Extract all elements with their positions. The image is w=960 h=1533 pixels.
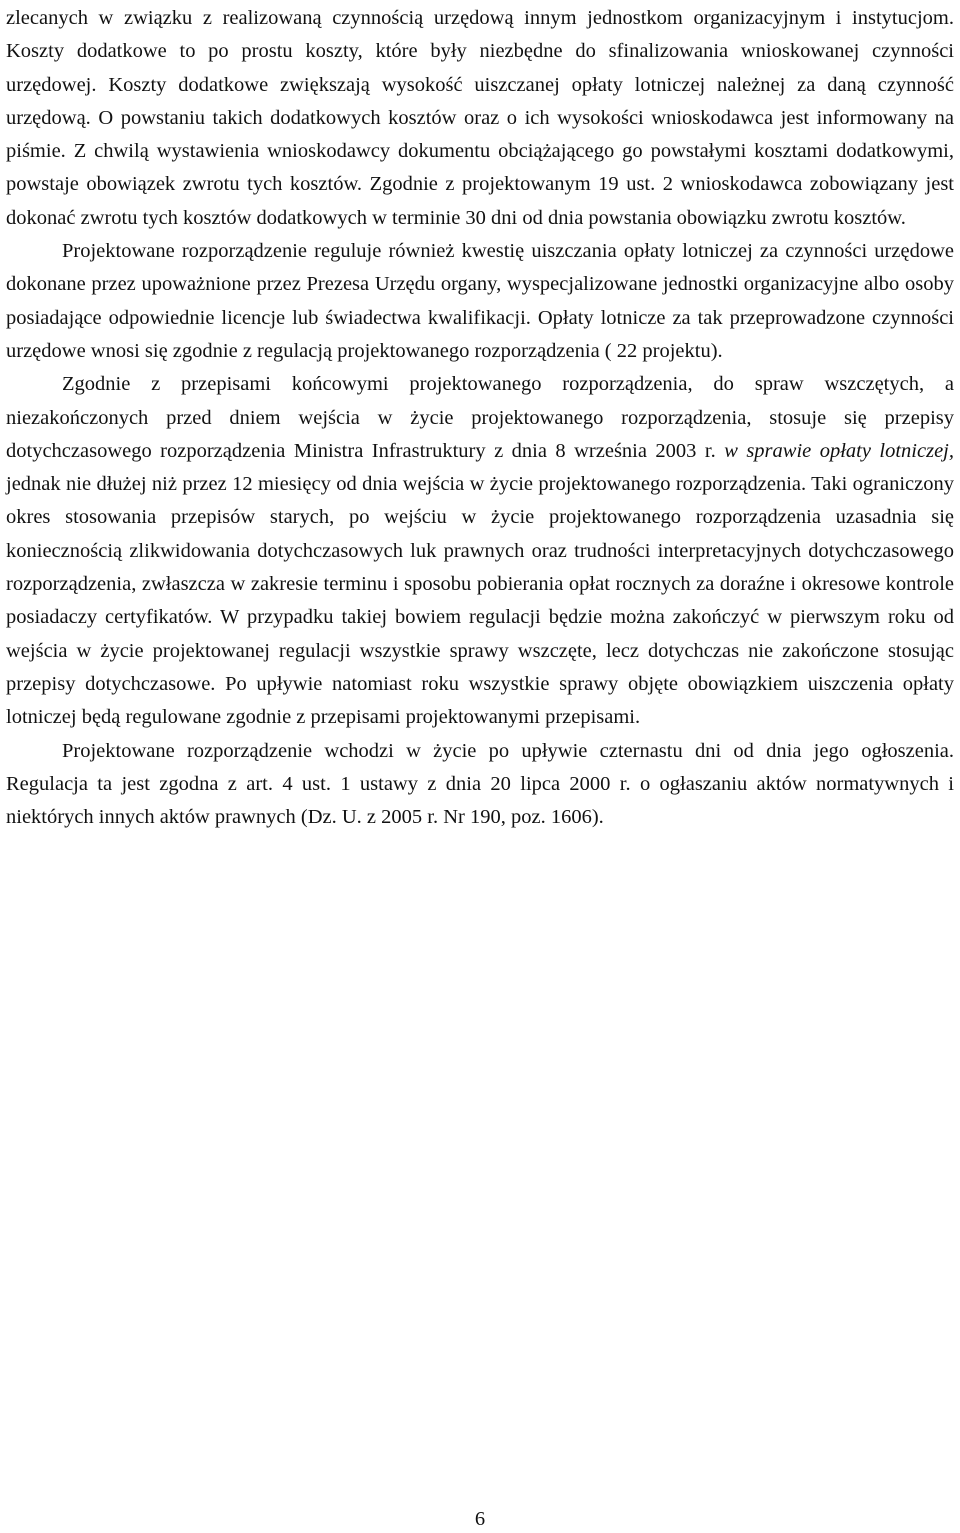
paragraph-text: Projektowane rozporządzenie reguluje również kwestię uiszczania opłaty lotniczej za czynności urzędowe dokonane przez upoważnione przez Prezesa Urzędu organy, wyspecjalizowane jednostki organizacyjne albo osoby posiadające odpowiednie licencje lub świadectwa kwalifikacji. Opłaty lotnicze za tak przeprowadzone czynności urzędowe wnosi się zgodnie z regulacją projektowanego rozporządzenia ( 22 projektu). <box>6 240 954 362</box>
paragraph-2 <box>6 235 954 368</box>
paragraph-text: Projektowane rozporządzenie wchodzi w życie po upływie czternastu dni od dnia jego ogłoszenia. Regulacja ta jest zgodna z art. 4 ust. 1 ustawy z dnia 20 lipca 2000 r. o ogłaszaniu aktów normatywnych i niektórych innych aktów prawnych (Dz. U. z 2005 r. Nr 190, poz. 1606). <box>6 739 954 829</box>
document-body <box>6 2 954 834</box>
paragraph-4 <box>6 735 954 835</box>
page-number: 6 <box>474 1508 486 1530</box>
italic-text: w sprawie opłaty lotniczej, <box>724 439 954 462</box>
paragraph-1 <box>6 2 954 235</box>
paragraph-3 <box>6 368 954 734</box>
paragraph-text: zlecanych w związku z realizowaną czynnością urzędową innym jednostkom organizacyjnym i instytucjom. Koszty dodatkowe to po prostu koszty, które były niezbędne do sfinalizowania wnioskowanej czynności urzędowej. Koszty dodatkowe zwiększają wysokość uiszczanej opłaty lotniczej należnej za daną czynność urzędową. O powstaniu takich dodatkowych kosztów oraz o ich wysokości wnioskodawca jest informowany na piśmie. Z chwilą wystawienia wnioskodawcy dokumentu obciążającego go powstałymi kosztami dodatkowymi, powstaje obowiązek zwrotu tych kosztów. Zgodnie z projektowanym 19 ust. 2 wnioskodawca zobowiązany jest dokonać zwrotu tych kosztów dodatkowych w terminie 30 dni od dnia powstania obowiązku zwrotu kosztów. <box>6 7 954 229</box>
paragraph-text: jednak nie dłużej niż przez 12 miesięcy od dnia wejścia w życie projektowanego rozporządzenia. Taki ograniczony okres stosowania przepisów starych, po wejściu w życie projektowanego rozporządzenia uzasadnia się koniecznością zlikwidowania dotychczasowych luk prawnych oraz trudności interpretacyjnych dotychczasowego rozporządzenia, zwłaszcza w zakresie terminu i sposobu pobierania opłat rocznych za doraźne i okresowe kontrole posiadaczy certyfikatów. W przypadku takiej bowiem regulacji będzie można zakończyć w pierwszym roku od wejścia w życie projektowanej regulacji wszystkie sprawy wszczęte, lecz dotychczas nie zakończone stosując przepisy dotychczasowe. Po upływie natomiast roku wszystkie sprawy objęte obowiązkiem uiszczenia opłaty lotniczej będą regulowane zgodnie z przepisami projektowanymi przepisami. <box>6 473 954 729</box>
paragraph-text: Zgodnie z przepisami końcowymi projektowanego rozporządzenia, do spraw wszczętych, a niezakończonych przed dniem wejścia w życie projektowanego rozporządzenia, stosuje się przepisy dotychczasowego rozporządzenia Ministra Infrastruktury z dnia 8 września 2003 r. <box>6 373 954 462</box>
